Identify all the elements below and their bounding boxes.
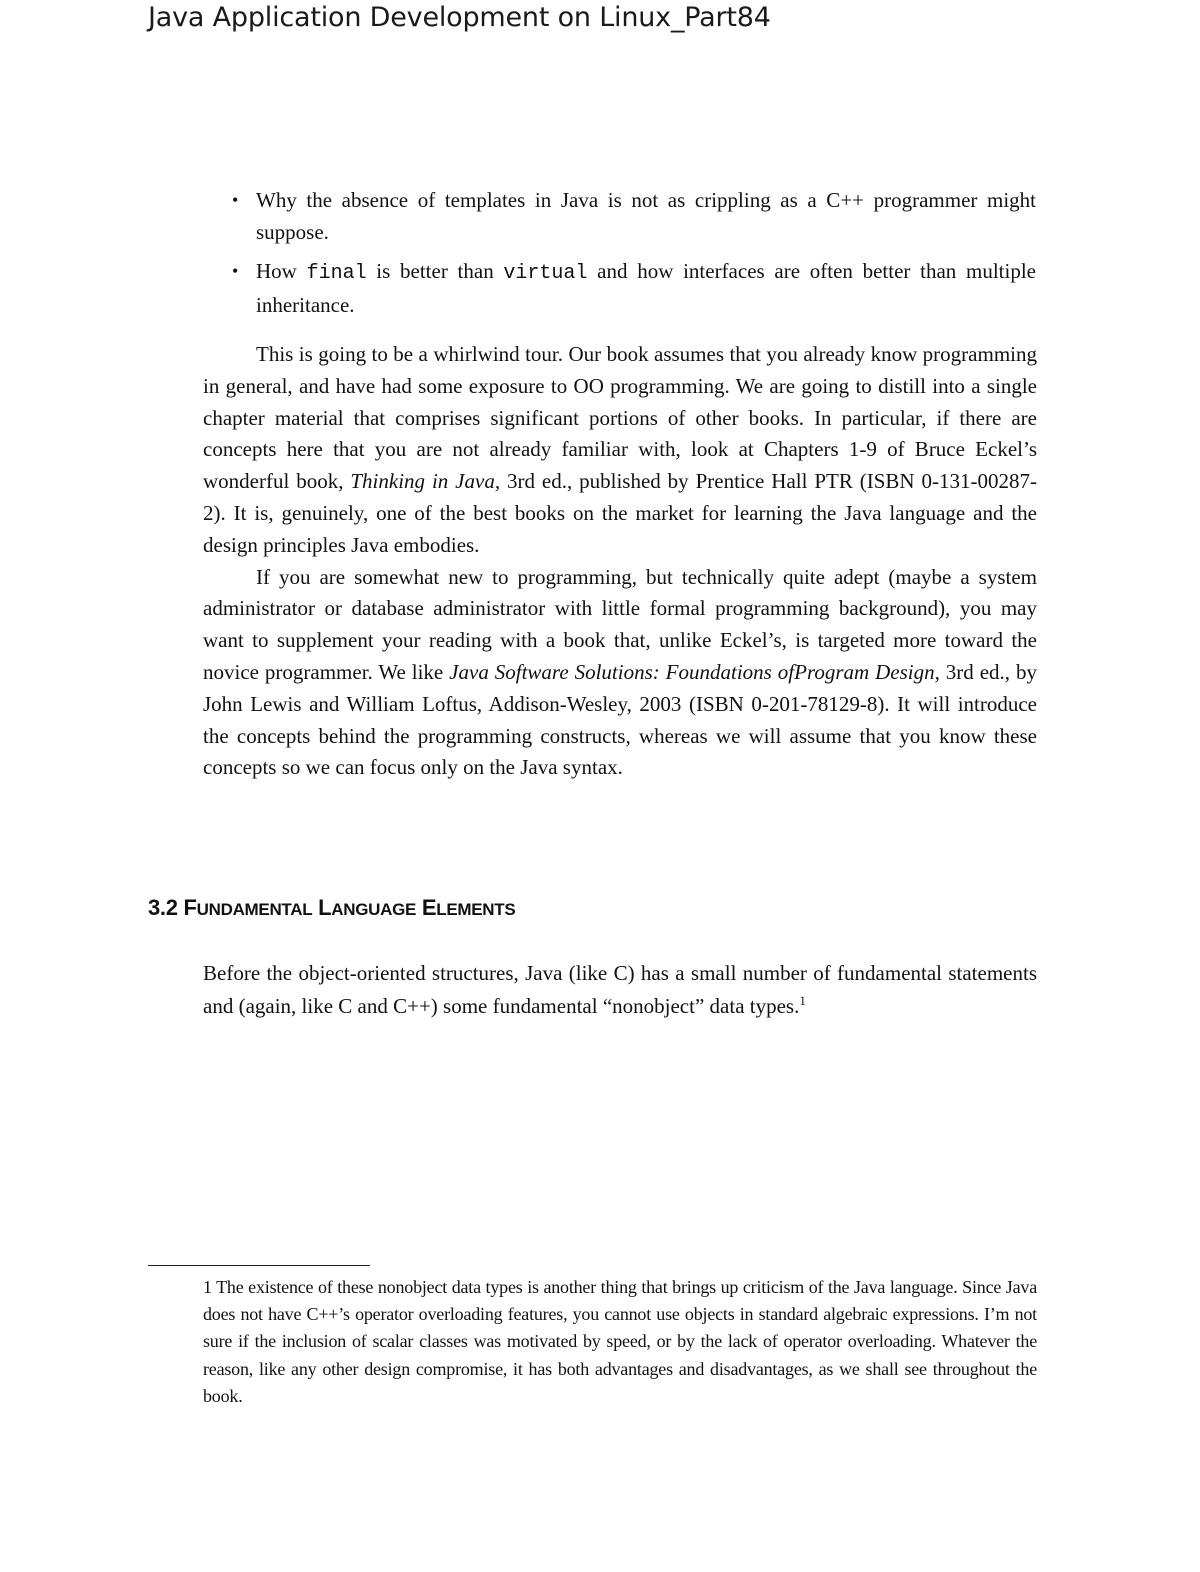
bullet-text-pre: How — [256, 259, 307, 283]
heading-cap: L — [318, 895, 332, 920]
heading-word — [422, 895, 516, 920]
heading-rest: UNDAMENTAL — [196, 900, 313, 919]
heading-rest: LEMENTS — [436, 900, 516, 919]
bullet-icon: • — [232, 261, 239, 281]
list-item — [230, 256, 1036, 321]
bullet-text-post: and how interfaces are often better than multiple inheritance. — [256, 259, 1037, 317]
bullet-list — [230, 185, 1036, 329]
footnote-marker: 1 — [203, 1277, 212, 1297]
bullet-text-mid: is better than — [366, 259, 504, 283]
heading-word — [184, 895, 313, 920]
section-heading — [148, 895, 515, 921]
book-title-thinking-in-java: Thinking in Java, — [350, 469, 501, 494]
body-text — [203, 339, 1037, 784]
bullet-text: Why the absence of templates in Java is not as crippling as a C++ programmer might suppose. — [256, 188, 1036, 244]
document-title: Java Application Development on Linux_Part84 — [148, 2, 771, 33]
paragraph-text: 3rd ed., published by Prentice Hall PTR (ISBN 0-131-00287-2). It is, genuinely, one of the best books on the market for learning the Java language and the design principles Java embodies. — [203, 469, 1037, 557]
footnote-reference[interactable]: 1 — [799, 992, 806, 1008]
paragraph-text: 3rd ed., by John Lewis and William Loftus, Addison-Wesley, 2003 (ISBN 0-201-78129-8). It will introduce the concepts behind the programming constructs, whereas we will assume that you know these concepts so we can focus only on the Java syntax. — [203, 659, 1037, 780]
list-item — [230, 185, 1036, 248]
footnote-text: The existence of these nonobject data types is another thing that brings up criticism of the Java language. Since Java does not have C++’s operator overloading features, you cannot use objects in standard algebraic expressions. I’m not sure if the inclusion of scalar classes was motivated by speed, or by the lack of operator overloading. Whatever the reason, like any other design compromise, it has both advantages and disadvantages, as we shall see throughout the book. — [203, 1277, 1037, 1406]
footnote-divider — [148, 1265, 370, 1266]
section-number: 3.2 — [148, 895, 178, 920]
heading-cap: F — [183, 895, 197, 920]
bullet-icon: • — [232, 190, 239, 210]
paragraph-text: Before the object-oriented structures, Java (like C) has a small number of fundamental statements and (again, like C and C++) some fundamental “nonobject” data types. — [203, 961, 1037, 1018]
paragraph-text: If you are somewhat new to programming, but technically quite adept (maybe a system administrator or database administrator with little formal programming background), you may want to supplement your reading with a book that, unlike Eckel’s, is targeted more toward the novice programmer. We like — [203, 564, 1037, 684]
paragraph-text: This is going to be a whirlwind tour. Our book assumes that you already know programming in general, and have had some exposure to OO programming. We are going to distill into a single chapter material that comprises significant portions of other books. In particular, if there are concepts here that you are not already familiar with, look at Chapters 1-9 of Bruce Eckel’s wonderful book, — [203, 342, 1037, 494]
code-virtual: virtual — [503, 262, 588, 285]
heading-cap: E — [421, 895, 437, 920]
paragraph-intro — [203, 339, 1037, 562]
book-title-java-software-solutions: Java Software Solutions: Foundations ofProgram Design, — [449, 659, 940, 684]
footnote — [203, 1274, 1037, 1410]
code-final: final — [306, 262, 367, 285]
section-paragraph — [203, 957, 1037, 1022]
heading-word — [318, 895, 416, 920]
heading-rest: ANGUAGE — [331, 900, 417, 919]
paragraph-novice — [203, 562, 1037, 785]
